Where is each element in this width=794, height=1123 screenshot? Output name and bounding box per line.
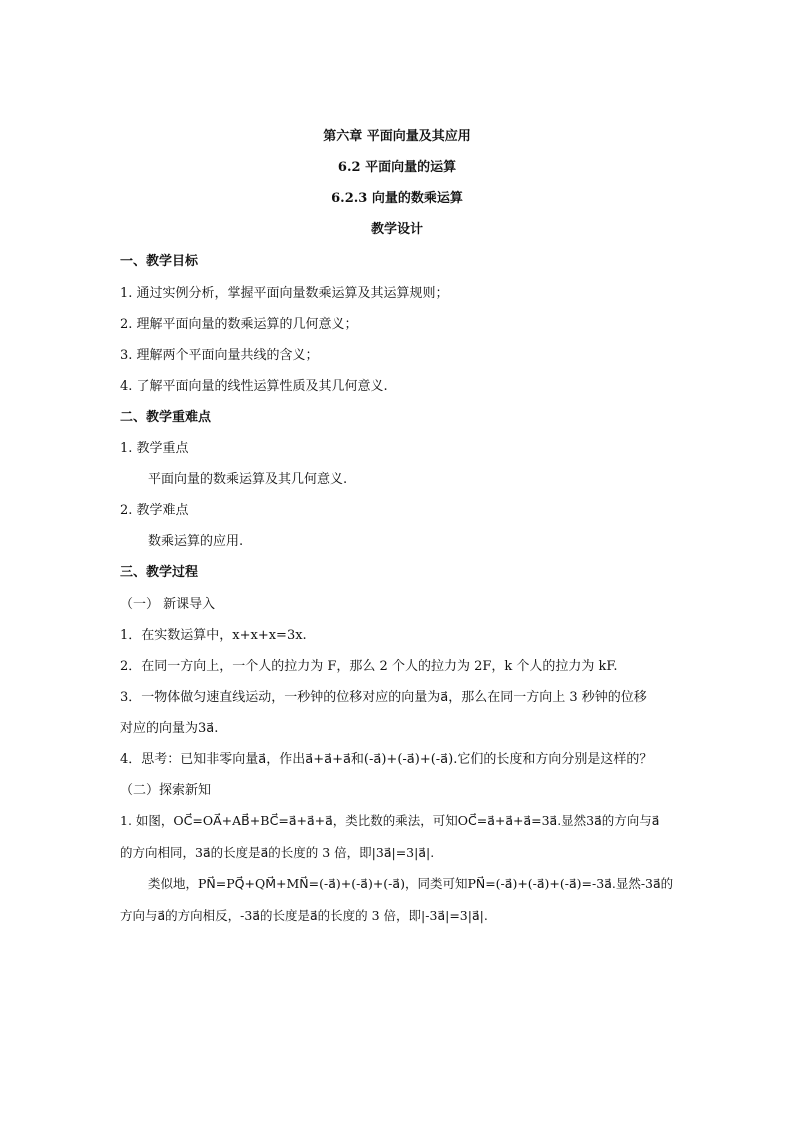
- goal-item-1: 1. 通过实例分析，掌握平面向量数乘运算及其运算规则；: [120, 286, 449, 301]
- subsection-title: 6.2.3 向量的数乘运算: [331, 191, 463, 206]
- intro-item-2: 2．在同一方向上，一个人的拉力为 F，那么 2 个人的拉力为 2F，k 个人的拉力为 kF.: [120, 659, 618, 674]
- keypoints-heading: 二、教学重难点: [120, 410, 212, 425]
- process-heading: 三、教学过程: [120, 565, 199, 580]
- explore-item-1-line2: 的方向相同，3a⃗的长度是a⃗的长度的 3 倍，即|3a⃗|=3|a⃗|.: [120, 845, 435, 860]
- intro-item-4: 4．思考：已知非零向量a⃗，作出a⃗+a⃗+a⃗和(-a⃗)+(-a⃗)+(-a⃗).它们的长度和方向分别是这样的？: [120, 752, 653, 767]
- part1-heading: （一） 新课导入: [120, 597, 216, 612]
- goal-item-4: 4. 了解平面向量的线性运算性质及其几何意义.: [120, 379, 388, 394]
- difficulty-text: 数乘运算的应用.: [148, 534, 244, 549]
- intro-item-3-line2: 对应的向量为3a⃗.: [120, 721, 219, 736]
- difficulty-label: 2. 教学难点: [120, 503, 189, 518]
- intro-item-1: 1．在实数运算中，x+x+x=3x.: [120, 628, 307, 643]
- chapter-title: 第六章 平面向量及其应用: [323, 129, 471, 144]
- explore-item-1-line1: 1. 如图，OC⃗=OA⃗+AB⃗+BC⃗=a⃗+a⃗+a⃗，类比数的乘法，可知OC⃗=a⃗+a⃗+a⃗=3a⃗.显然3a⃗的方向与a⃗: [120, 813, 660, 828]
- focus-label: 1. 教学重点: [120, 441, 189, 456]
- goals-heading: 一、教学目标: [120, 254, 199, 269]
- section-title: 6.2 平面向量的运算: [337, 160, 457, 175]
- explore-item-2-line2: 方向与a⃗的方向相反，-3a⃗的长度是a⃗的长度的 3 倍，即|-3a⃗|=3|a⃗|.: [120, 908, 488, 923]
- goal-item-2: 2. 理解平面向量的数乘运算的几何意义；: [120, 317, 358, 332]
- focus-text: 平面向量的数乘运算及其几何意义.: [148, 472, 348, 487]
- doc-type-title: 教学设计: [370, 222, 423, 237]
- goal-item-3: 3. 理解两个平面向量共线的含义；: [120, 348, 319, 363]
- explore-item-2-line1: 类似地，PN⃗=PQ⃗+QM⃗+MN⃗=(-a⃗)+(-a⃗)+(-a⃗)，同类可知PN⃗=(-a⃗)+(-a⃗)+(-a⃗)=-3a⃗.显然-3a⃗的: [148, 876, 674, 891]
- intro-item-3-line1: 3．一物体做匀速直线运动，一秒钟的位移对应的向量为a⃗，那么在同一方向上 3 秒钟的位移: [120, 690, 647, 705]
- part2-heading: （二）探索新知: [120, 783, 212, 798]
